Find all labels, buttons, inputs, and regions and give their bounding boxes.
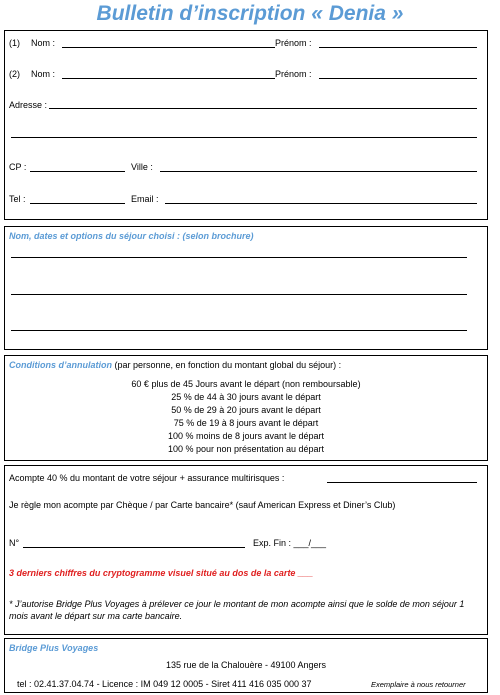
sejour-section [4, 226, 488, 350]
prenom-label-2: Prénom : [275, 69, 312, 79]
footer-section [4, 638, 488, 693]
conditions-heading-rest: (par personne, en fonction du montant global du séjour) : [112, 360, 342, 370]
card-expiry[interactable]: Exp. Fin : ___/___ [253, 538, 327, 548]
nom-field-1[interactable] [62, 47, 275, 48]
condition-line-2: 25 % de 44 à 30 jours avant le départ [171, 392, 321, 402]
sejour-line-3[interactable] [11, 330, 467, 331]
cryptogram-field[interactable]: 3 derniers chiffres du cryptogramme visuel situé au dos de la carte ___ [9, 568, 313, 578]
conditions-section [4, 355, 488, 461]
company-name: Bridge Plus Voyages [9, 643, 99, 653]
tel-label: Tel : [9, 194, 26, 204]
prenom-label-1: Prénom : [275, 38, 312, 48]
condition-line-1: 60 € plus de 45 Jours avant le départ (non remboursable) [131, 379, 361, 389]
acompte-label: Acompte 40 % du montant de votre séjour + assurance multirisques : [9, 473, 285, 483]
nom-label-1: Nom : [31, 38, 56, 48]
prenom-field-2[interactable] [319, 78, 477, 79]
payment-section [4, 465, 488, 635]
authorization-text: * J’autorise Bridge Plus Voyages à prélever ce jour le montant de mon acompte ainsi que le solde de mon séjour 1 mois avant le départ sur ma carte bancaire. [9, 599, 465, 621]
cp-label: CP : [9, 162, 27, 172]
email-field[interactable] [165, 203, 477, 204]
tel-field[interactable] [30, 203, 125, 204]
nom-label-2: Nom : [31, 69, 56, 79]
condition-line-6: 100 % pour non présentation au départ [167, 444, 325, 454]
cp-field[interactable] [30, 171, 125, 172]
ville-label: Ville : [131, 162, 153, 172]
identity-section [4, 30, 488, 220]
conditions-heading-row [9, 359, 341, 371]
form-title: Bulletin d’inscription « Denia » [96, 2, 404, 25]
row1-number: (1) [9, 38, 20, 48]
adresse-field[interactable] [49, 108, 477, 109]
sejour-line-2[interactable] [11, 294, 467, 295]
prenom-field-1[interactable] [319, 47, 477, 48]
ville-field[interactable] [160, 171, 477, 172]
adresse-field-line2[interactable] [11, 137, 477, 138]
return-note: Exemplaire à nous retourner [371, 680, 466, 689]
row2-number: (2) [9, 69, 20, 79]
adresse-label: Adresse : [9, 100, 48, 110]
condition-line-4: 75 % de 19 à 8 jours avant le départ [173, 418, 319, 428]
conditions-heading: Conditions d’annulation [9, 360, 112, 370]
company-contact: tel : 02.41.37.04.74 - Licence : IM 049 12 0005 - Siret 411 416 035 000 37 [17, 679, 312, 689]
sejour-line-1[interactable] [11, 257, 467, 258]
condition-line-5: 100 % moins de 8 jours avant le départ [167, 431, 325, 441]
condition-line-3: 50 % de 29 à 20 jours avant le départ [171, 405, 321, 415]
company-address: 135 rue de la Chalouère - 49100 Angers [165, 660, 327, 670]
acompte-field[interactable] [327, 482, 477, 483]
sejour-heading: Nom, dates et options du séjour choisi : (selon brochure) [9, 231, 254, 241]
email-label: Email : [131, 194, 159, 204]
payment-method-text: Je règle mon acompte par Chèque / par Carte bancaire* (sauf American Express et Diner’s Club) [9, 500, 396, 510]
nom-field-2[interactable] [62, 78, 275, 79]
card-number-label: N° [9, 538, 20, 548]
card-number-field[interactable] [23, 547, 245, 548]
